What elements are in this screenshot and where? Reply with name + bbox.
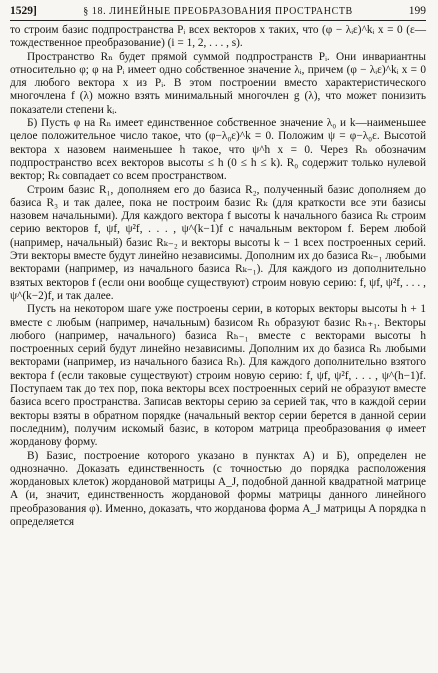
paragraph-subspace-sum: Пространство Rₙ будет прямой суммой подпространств Pᵢ. Они инвариантны относительно φ; φ на Pᵢ имеет одно собственное значение λᵢ, причем (φ − λᵢε)^kᵢ x = 0 для любого вектора x из Pᵢ. В этом построении вместо характеристического многочлена f (λ) можно взять минимальный многочлен g (λ), что может понизить показатели степени kᵢ. xyxy=(10,50,426,116)
paragraph-series-step: Пусть на некотором шаге уже построены серии, в которых векторы высоты h + 1 вместе с любым (например, начальным) базисом Rₕ образуют базис Rₕ₊₁. Векторы любого (например, начального) базиса Rₕ₋₁ вместе с векторами высоты h построенных серий будут линейно независимы. Дополним их до базиса Rₕ любыми векторами (например, из начального базиса Rₕ). Для каждого дополнительно взятого вектора f (если таковые существуют) строим новую серию: f, ψf, ψ²f, . . . , ψ^(h−1)f. Поступаем так до тех пор, пока векторы всех построенных серий не образуют вместе базиса всего пространства. Записав векторы серию за серией так, что в каждой серии векторы взяты в обратном порядке (начальный вектор серии берется в данной серии последним), получим искомый базис, в котором матрица преобразования φ имеет жорданову форму. xyxy=(10,303,426,449)
paragraph-case-b: Б) Пусть φ на Rₙ имеет единственное собственное значение λ₀ и k—наименьшее целое положительное число такое, что (φ−λ₀ε)^k = 0. Положим ψ = φ−λ₀ε. Высотой вектора x назовем наименьшее h такое, что ψ^h x = 0. Через Rₕ обозначим подпространство всех векторов высоты ≤ h (0 ≤ h ≤ k). R₀ содержит только нулевой вектор; Rₖ совпадает со всем пространством. xyxy=(10,117,426,183)
paragraph-continuation: то строим базис подпространства Pᵢ всех векторов x таких, что (φ − λᵢε)^kᵢ x = 0 (ε—тождественное преобразование) (i = 1, 2, . . . , s). xyxy=(10,24,426,50)
running-header xyxy=(10,4,426,21)
section-number: 1529] xyxy=(10,5,37,17)
running-title: § 18. ЛИНЕЙНЫЕ ПРЕОБРАЗОВАНИЯ ПРОСТРАНСТВ xyxy=(83,6,353,17)
page-number: 199 xyxy=(408,5,426,17)
paragraph-basis-construction: Строим базис R₁, дополняем его до базиса R₂, полученный базис дополняем до базиса R₃ и так далее, пока не построим базис Rₖ (для краткости все эти базисы назовем начальными). Для каждого вектора f высоты k начального базиса Rₖ строим серию векторов f, ψf, ψ²f, . . . , ψ^(k−1)f с начальным вектором f. Берем любой (например, начальный) базис Rₖ₋₂ и векторы высоты k − 1 всех построенных серий. Эти векторы вместе будут линейно независимы. Дополним их до базиса Rₖ₋₁ любыми векторами (например, из начального базиса Rₖ₋₁). Для каждого из дополнительно взятых векторов f (если они вообще существуют) строим новую серию: f, ψf, ψ²f, . . . , ψ^(k−2)f, и так далее. xyxy=(10,183,426,302)
page-body xyxy=(10,24,426,529)
paragraph-case-c: В) Базис, построение которого указано в пунктах А) и Б), определен не однозначно. Доказать единственность (с точностью до порядка расположения жордановых клеток) жордановой матрицы A_J, подобной данной квадратной матрице A (и, значит, единственность жордановой формы матрицы данного линейного преобразования φ). Именно, доказать, что жорданова форма A_J матрицы A порядка n определяется xyxy=(10,449,426,528)
